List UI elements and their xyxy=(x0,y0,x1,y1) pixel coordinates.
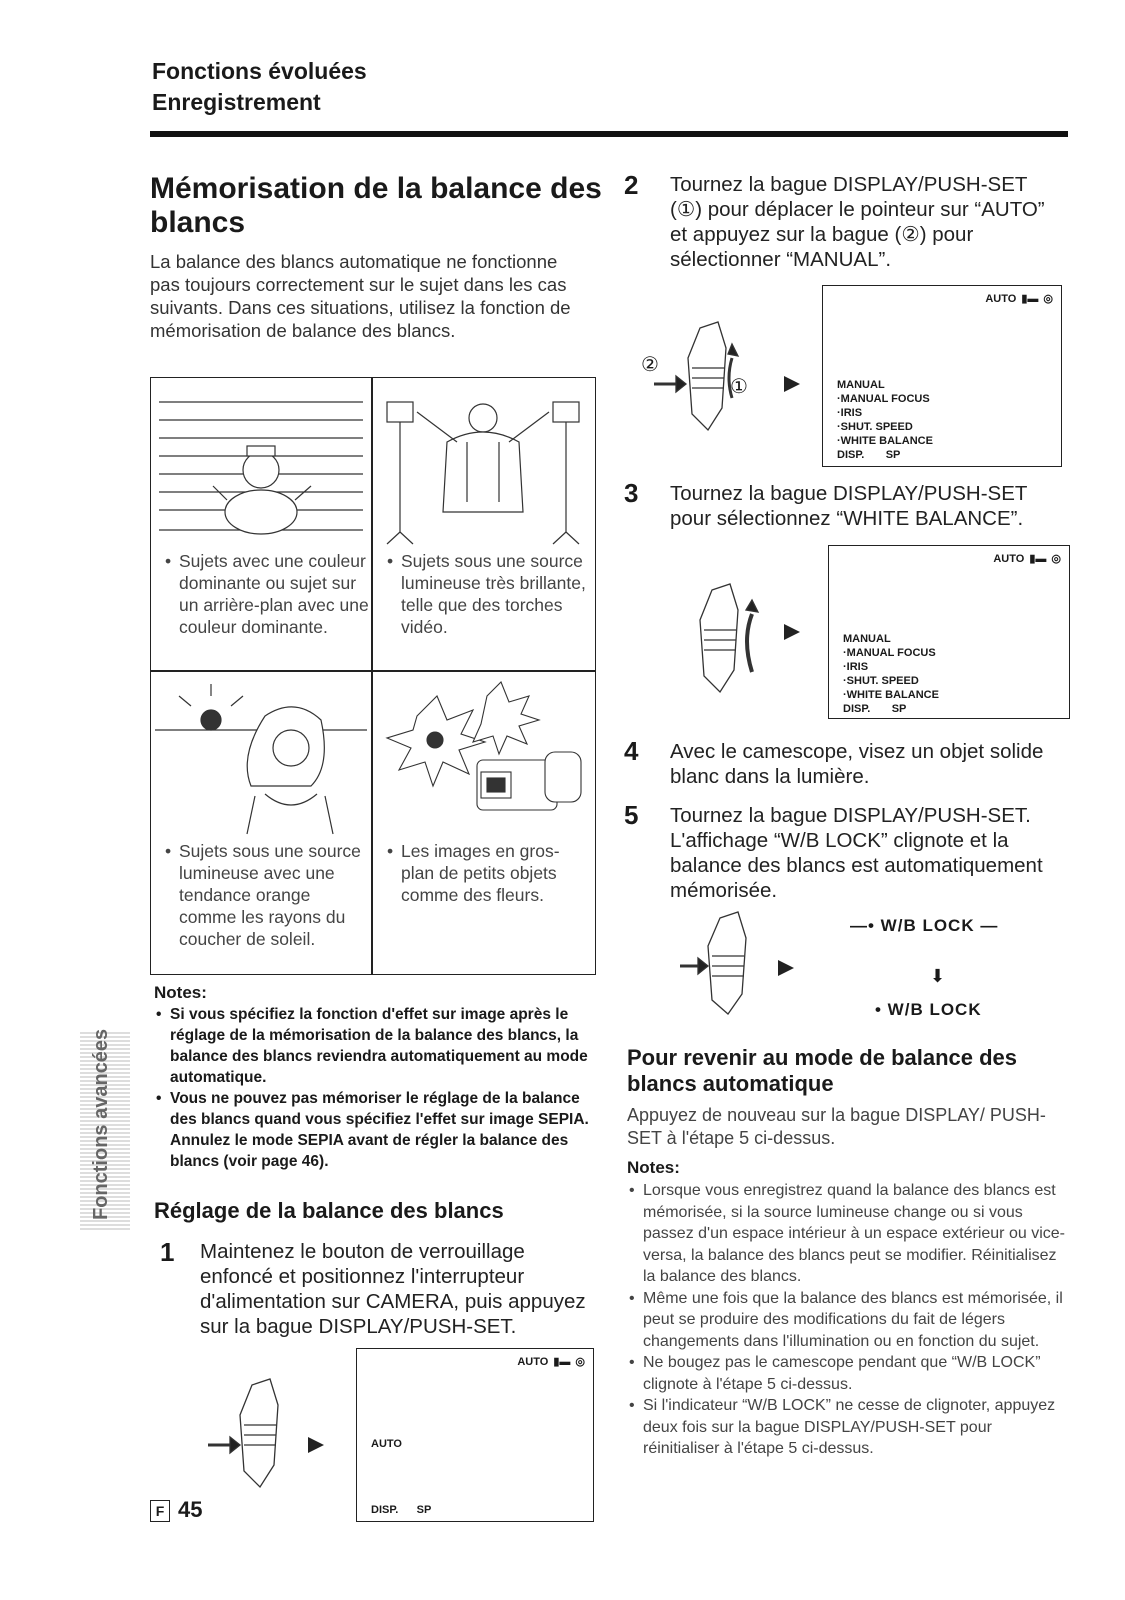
ring-dial-illustration xyxy=(200,1375,340,1495)
notes-title: Notes: xyxy=(154,983,207,1002)
viewfinder-screen xyxy=(356,1348,594,1522)
screen-auto-mode: AUTO xyxy=(371,1438,402,1450)
battery-icon: ▮▬ xyxy=(1021,293,1039,305)
note-item: • Vous ne pouvez pas mémoriser le réglage de la balance des blancs quand vous spécifiez l'effet sur image SEPIA. Annulez le mode SEPIA avant de régler la balance des blancs (voir page 46). xyxy=(170,1088,604,1172)
language-icon: F xyxy=(150,1500,170,1522)
step-text: Avec le camescope, visez un objet solide blanc dans la lumière. xyxy=(670,740,1044,788)
step-text: Tournez la bague DISPLAY/PUSH-SET (①) pour déplacer le pointeur sur “AUTO” et appuyez sur la bague (②) pour sélectionner “MANUAL”. xyxy=(670,173,1045,271)
note-item: • Si vous spécifiez la fonction d'effet sur image après le réglage de la mémorisation de la balance des blancs, la balance des blancs reviendra automatiquement au mode automatique. xyxy=(170,1004,604,1088)
screen-auto-label: AUTO xyxy=(985,292,1017,305)
screen-auto-label: AUTO xyxy=(993,552,1025,565)
intro-text: La balance des blancs automatique ne fonctionne pas toujours correctement sur le sujet dans les cas suivants. Dans ces situations, utilisez la fonction de mémorisation de balance des blancs. xyxy=(150,251,571,341)
cell-caption: • Sujets sous une source lumineuse avec une tendance orange comme les rayons du coucher de soleil. xyxy=(165,841,361,949)
tape-icon: ◎ xyxy=(575,1356,585,1368)
battery-icon: ▮▬ xyxy=(1029,553,1047,565)
tape-icon: ◎ xyxy=(1051,553,1061,565)
step-number: 3 xyxy=(624,478,639,508)
step-number: 4 xyxy=(624,736,639,766)
header-section: Fonctions évoluées xyxy=(152,58,367,84)
wb-lock-blinking: —• W/B LOCK — xyxy=(850,916,999,935)
header-subsection: Enregistrement xyxy=(152,89,321,115)
page-number: 45 xyxy=(178,1497,203,1522)
ring-dial-rotate-illustration xyxy=(648,318,818,438)
illustration-grid xyxy=(150,377,596,975)
sidebar-label: Fonctions avancées xyxy=(90,1028,112,1220)
screen-disp: DISP. xyxy=(371,1504,399,1516)
notes-list xyxy=(627,1180,1072,1460)
notes-list xyxy=(154,1004,604,1172)
viewfinder-screen-white-balance xyxy=(828,545,1070,719)
screen-menu: MANUAL ·MANUAL FOCUS ·IRIS ·SHUT. SPEED ·WHITE BALANCE DISP. SP xyxy=(843,633,939,715)
battery-icon: ▮▬ xyxy=(553,1356,571,1368)
ring-dial-illustration xyxy=(680,910,820,1020)
cell-caption: • Sujets sous une source lumineuse très brillante, telle que des torches vidéo. xyxy=(387,551,586,637)
step-text: Tournez la bague DISPLAY/PUSH-SET. L'affichage “W/B LOCK” clignote et la balance des blancs est automatiquement mémorisée. xyxy=(670,804,1043,902)
torch-lights-illustration xyxy=(377,382,591,548)
section-title: Réglage de la balance des blancs xyxy=(154,1198,504,1223)
snowman-illustration xyxy=(155,382,367,548)
section-title: Pour revenir au mode de balance des blancs automatique xyxy=(627,1045,1018,1096)
viewfinder-screen-manual xyxy=(822,285,1062,467)
flowers-camcorder-illustration xyxy=(377,676,591,836)
step-number: 2 xyxy=(624,170,639,200)
tape-icon: ◎ xyxy=(1043,293,1053,305)
down-arrow-icon: ⬇ xyxy=(930,966,946,986)
wb-lock-indicator: • W/B LOCK xyxy=(875,1000,982,1019)
note-item: • Si l'indicateur “W/B LOCK” ne cesse de clignoter, appuyez deux fois sur la bague DISPLAY/PUSH-SET pour réinitialiser à l'étape 5 ci-dessus. xyxy=(643,1395,1072,1460)
section-text: Appuyez de nouveau sur la bague DISPLAY/ PUSH-SET à l'étape 5 ci-dessus. xyxy=(627,1105,1046,1148)
screen-sp: SP xyxy=(416,1504,432,1516)
sunset-illustration xyxy=(155,676,367,836)
step-number: 5 xyxy=(624,800,639,830)
callout-2: ② xyxy=(641,354,659,376)
cell-caption: • Les images en gros-plan de petits objets comme des fleurs. xyxy=(387,841,560,905)
ring-dial-rotate-illustration xyxy=(680,580,820,700)
header-rule xyxy=(150,131,1068,137)
note-item: • Lorsque vous enregistrez quand la balance des blancs est mémorisée, si la source lumineuse change ou si vous passez d'un espace intérieur à un espace extérieur ou vice-versa, la balance des blancs peut se modifier. Réinitialisez la balance des blancs. xyxy=(643,1180,1072,1288)
cell-caption: • Sujets avec une couleur dominante ou sujet sur un arrière-plan avec une couleur dominante. xyxy=(165,551,369,637)
page-title: Mémorisation de la balance des blancs xyxy=(150,172,602,239)
note-item: • Même une fois que la balance des blancs est mémorisée, il peut se produire des modifications du fait de légers changements dans l'illumination ou en fonction du sujet. xyxy=(643,1288,1072,1353)
note-item: • Ne bougez pas le camescope pendant que “W/B LOCK” clignote à l'étape 5 ci-dessus. xyxy=(643,1352,1072,1395)
step-text: Maintenez le bouton de verrouillage enfoncé et positionnez l'interrupteur d'alimentation sur CAMERA, puis appuyez sur la bague DISPLAY/PUSH-SET. xyxy=(200,1240,586,1338)
callout-1: ① xyxy=(730,376,748,398)
screen-menu: MANUAL ·MANUAL FOCUS ·IRIS ·SHUT. SPEED ·WHITE BALANCE DISP. SP xyxy=(837,379,933,461)
notes-title: Notes: xyxy=(627,1158,680,1177)
screen-auto-label: AUTO xyxy=(517,1355,549,1368)
step-number: 1 xyxy=(160,1237,175,1267)
step-text: Tournez la bague DISPLAY/PUSH-SET pour sélectionnez “WHITE BALANCE”. xyxy=(670,482,1028,530)
